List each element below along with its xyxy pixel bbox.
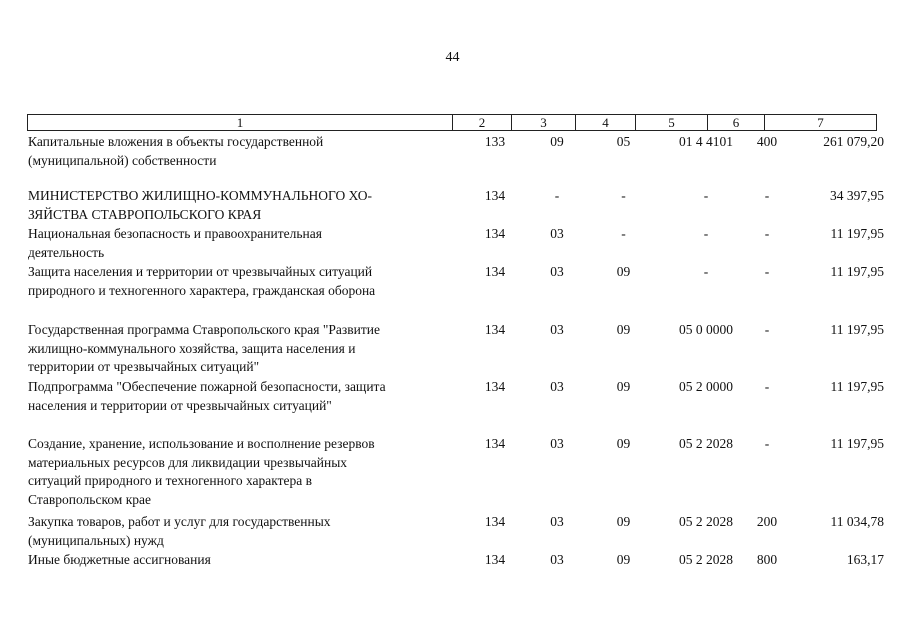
row-description — [27, 321, 452, 377]
table-row — [27, 263, 884, 300]
cell-col-3: 03 — [550, 436, 564, 451]
description-line: территории от чрезвычайных ситуаций" — [28, 359, 260, 374]
description-line: Подпрограмма "Обеспечение пожарной безопасности, защита — [28, 379, 386, 394]
header-col-1: 1 — [28, 115, 453, 130]
cell-col-6: 800 — [756, 552, 778, 567]
cell-col-2: 134 — [484, 379, 506, 394]
cell-col-3: 03 — [550, 264, 564, 279]
row-description — [27, 513, 452, 550]
cell-col-2: 133 — [484, 134, 506, 149]
cell-col-4: 09 — [616, 514, 631, 529]
description-line: населения и территории от чрезвычайных ситуаций" — [28, 397, 332, 413]
table-header — [27, 114, 877, 131]
description-line: Закупка товаров, работ и услуг для государственных — [28, 514, 331, 529]
description-line: деятельность — [28, 244, 105, 260]
cell-col-2: 134 — [484, 322, 506, 337]
table-row — [27, 225, 884, 262]
header-col-7: 7 — [817, 115, 824, 130]
cell-col-5: - — [703, 188, 709, 203]
table-row — [27, 378, 884, 415]
cell-col-6: 200 — [756, 514, 778, 529]
description-line: природного и техногенного характера, гражданская оборона — [28, 282, 376, 298]
cell-col-6: - — [764, 226, 770, 241]
cell-col-2: 134 — [484, 188, 506, 203]
row-description — [27, 551, 452, 570]
bottom-scan-dots — [0, 630, 905, 634]
cell-col-2: 134 — [484, 226, 506, 241]
cell-col-5: 05 2 2028 — [679, 436, 733, 451]
cell-col-4: - — [621, 226, 626, 241]
cell-col-5: 05 2 2028 — [679, 514, 733, 529]
row-description — [27, 225, 452, 262]
description-line: Ставропольском крае — [28, 491, 152, 507]
cell-col-3: 09 — [550, 134, 564, 149]
cell-col-2: 134 — [484, 514, 506, 529]
cell-col-6: - — [764, 188, 770, 203]
cell-col-4: 09 — [616, 379, 631, 394]
table-row — [27, 435, 884, 509]
description-line: Национальная безопасность и правоохранительная — [28, 226, 322, 241]
row-description — [27, 435, 452, 509]
cell-col-7: 34 397,95 — [830, 188, 884, 203]
cell-col-7: 11 034,78 — [830, 514, 884, 529]
cell-col-6: 400 — [756, 134, 778, 149]
row-description — [27, 378, 452, 415]
cell-col-3: 03 — [550, 322, 564, 337]
table-row — [27, 321, 884, 377]
cell-col-3: 03 — [550, 379, 564, 394]
cell-col-3: - — [554, 188, 560, 203]
cell-col-3: 03 — [550, 226, 564, 241]
description-line: материальных ресурсов для ликвидации чрезвычайных — [28, 454, 348, 470]
cell-col-6: - — [764, 379, 770, 394]
cell-col-3: 03 — [550, 552, 564, 567]
description-line: Защита населения и территории от чрезвычайных ситуаций — [28, 264, 373, 279]
table-row — [27, 187, 884, 224]
cell-col-7: 11 197,95 — [830, 226, 884, 241]
cell-col-7: 163,17 — [846, 552, 884, 567]
header-col-5: 5 — [636, 115, 708, 130]
cell-col-4: 05 — [616, 134, 631, 149]
cell-col-7: 11 197,95 — [830, 379, 884, 394]
description-line: Государственная программа Ставропольского края "Развитие — [28, 322, 380, 337]
cell-col-5: 01 4 4101 — [679, 134, 733, 149]
header-col-3: 3 — [512, 115, 576, 130]
cell-col-5: 05 2 2028 — [679, 552, 733, 567]
description-line: жилищно-коммунального хозяйства, защита населения и — [28, 340, 356, 356]
description-line: (муниципальных) нужд — [28, 532, 164, 548]
cell-col-4: 09 — [616, 436, 631, 451]
cell-col-4: 09 — [616, 322, 631, 337]
table-row — [27, 513, 884, 550]
cell-col-3: 03 — [550, 514, 564, 529]
cell-col-4: 09 — [616, 264, 631, 279]
cell-col-6: - — [764, 264, 770, 279]
cell-col-5: - — [703, 226, 709, 241]
cell-col-5: 05 2 0000 — [679, 379, 733, 394]
cell-col-7: 11 197,95 — [830, 322, 884, 337]
cell-col-2: 134 — [484, 436, 506, 451]
cell-col-2: 134 — [484, 264, 506, 279]
table-row — [27, 551, 884, 570]
cell-col-7: 261 079,20 — [823, 134, 884, 149]
description-line: (муниципальной) собственности — [28, 152, 217, 168]
description-line: МИНИСТЕРСТВО ЖИЛИЩНО-КОММУНАЛЬНОГО ХО- — [28, 188, 372, 203]
description-line: ЗЯЙСТВА СТАВРОПОЛЬСКОГО КРАЯ — [28, 206, 262, 222]
cell-col-5: 05 0 0000 — [679, 322, 733, 337]
header-col-2: 2 — [453, 115, 512, 130]
description-line: Капитальные вложения в объекты государственной — [28, 134, 324, 149]
cell-col-2: 134 — [484, 552, 506, 567]
header-col-4: 4 — [576, 115, 636, 130]
cell-col-7: 11 197,95 — [830, 264, 884, 279]
table-row — [27, 133, 884, 170]
top-scan-dots — [0, 4, 905, 8]
description-line: Создание, хранение, использование и восполнение резервов — [28, 436, 375, 451]
description-line: Иные бюджетные ассигнования — [28, 552, 211, 567]
header-col-6: 6 — [708, 115, 765, 130]
cell-col-4: - — [621, 188, 626, 203]
cell-col-7: 11 197,95 — [830, 436, 884, 451]
cell-col-4: 09 — [616, 552, 631, 567]
page-number: 44 — [445, 50, 460, 65]
description-line: ситуаций природного и техногенного характера в — [28, 473, 313, 488]
row-description — [27, 187, 452, 224]
cell-col-5: - — [703, 264, 709, 279]
row-description — [27, 133, 452, 170]
cell-col-6: - — [764, 322, 770, 337]
row-description — [27, 263, 452, 300]
cell-col-6: - — [764, 436, 770, 451]
